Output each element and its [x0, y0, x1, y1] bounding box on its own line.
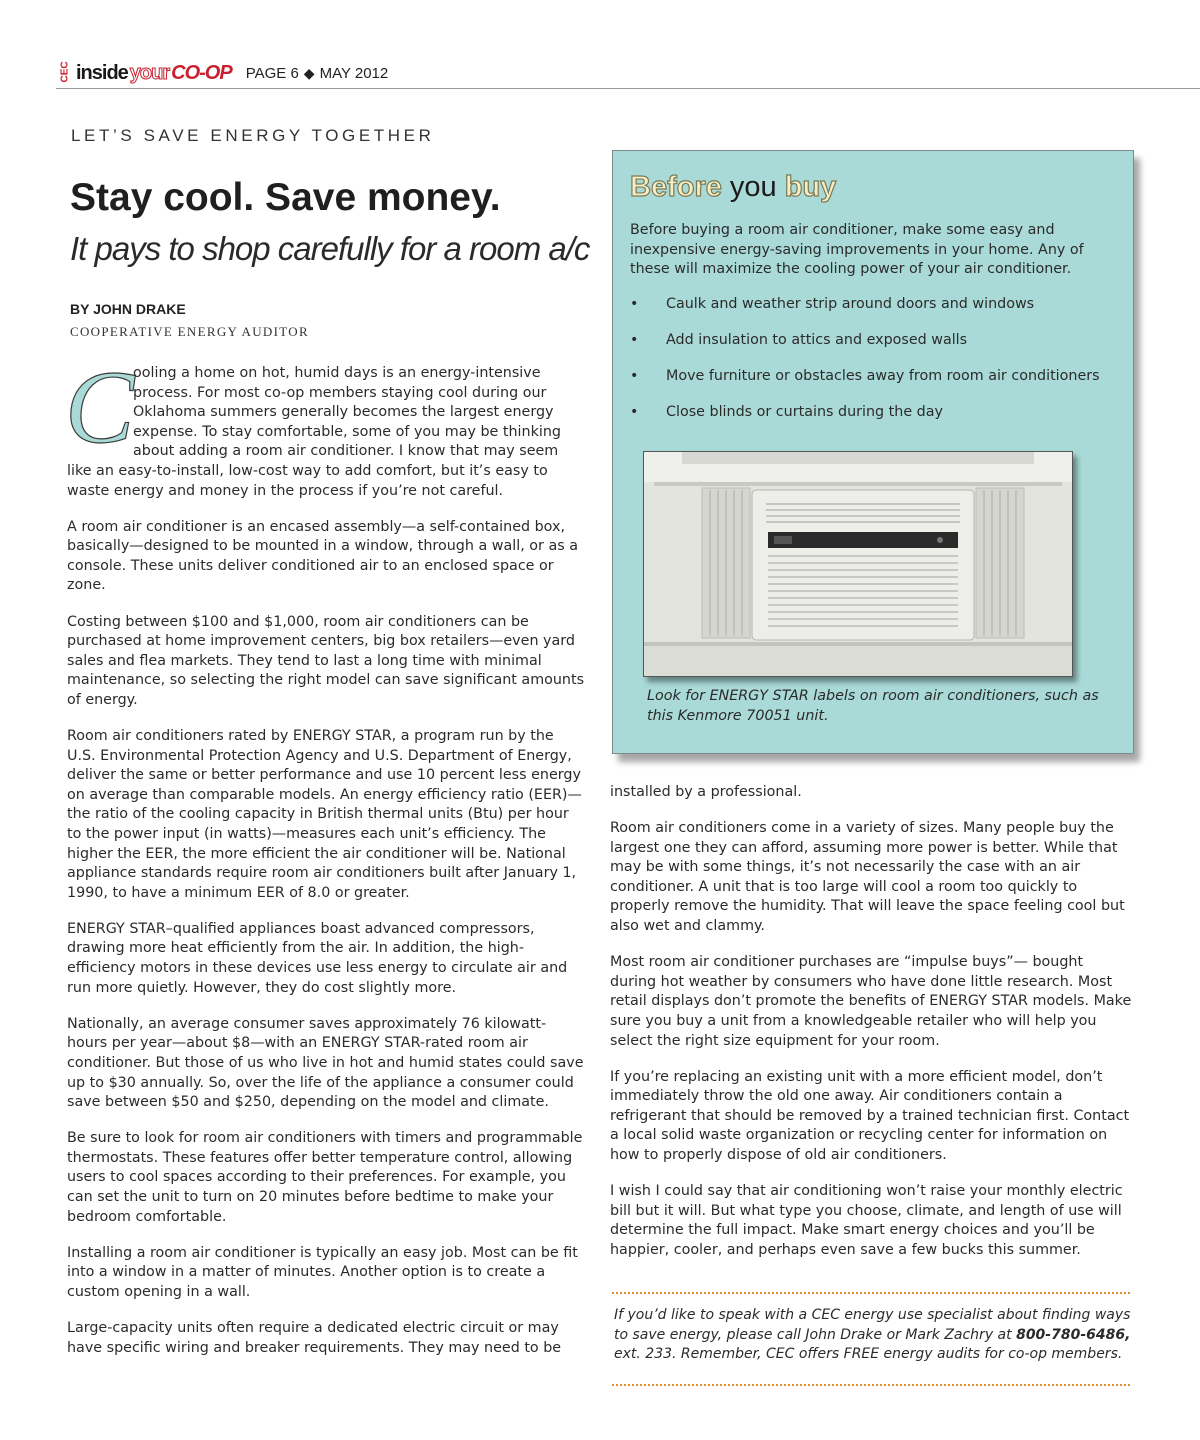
paragraph: I wish I could say that air conditioning won’t raise your monthly electric bill but it will. But what type you choose, climate, and length of use will determine the full impact. Make smart energy choices and you’ll be happier, cooler, and perhaps even save a few bucks this summer.	[610, 1183, 1123, 1258]
dotted-rule-top	[612, 1292, 1130, 1294]
list-item	[630, 403, 1120, 423]
note-text-end: ext. 233. Remember, CEC offers FREE energy audits for co-op members.	[614, 1346, 1123, 1363]
brand-coop: CO-OP	[171, 61, 232, 84]
list-item	[630, 331, 1120, 351]
paragraph: Room air conditioners come in a variety of sizes. Many people buy the largest one they can afford, assuming more power is better. While that may be with some things, it’s not necessarily the case with an air conditioner. A unit that is too large will cool a room too quickly to properly remove the humidity. That will leave the space feeling cool but also wet and clammy.	[610, 820, 1125, 935]
headline: Stay cool. Save money.	[70, 176, 501, 219]
bullet-icon: •	[630, 332, 639, 349]
issue-date: MAY 2012	[319, 64, 389, 82]
paragraph: If you’re replacing an existing unit with a more efficient model, don’t immediately throw the old one away. Air conditioners contain a refrigerant that should be removed by a trained technician first. Contact a local solid waste organization or recycling center for information on how to properly dispose of old air conditioners.	[610, 1068, 1130, 1163]
list-item	[630, 295, 1120, 315]
article-column-left	[65, 350, 585, 1375]
paragraph: A room air conditioner is an encased assembly—a self-contained box, basically—designed to be mounted in a window, through a wall, or as a console. These units deliver conditioned air to an enclosed space or zone.	[67, 518, 578, 594]
masthead	[56, 60, 388, 86]
dotted-rule-bottom	[612, 1384, 1130, 1386]
phone-number[interactable]: 800-780-6486,	[1016, 1326, 1131, 1343]
diamond-icon: ◆	[303, 64, 315, 81]
cec-logo-text: CEC	[59, 60, 71, 82]
kicker: LET’S SAVE ENERGY TOGETHER	[71, 126, 435, 145]
list-item-text: Caulk and weather strip around doors and windows	[666, 296, 1035, 312]
before-you-buy-sidebar	[612, 150, 1134, 754]
paragraph-text: ooling a home on hot, humid days is an energy-intensive process. For most co-op members staying cool during our Oklahoma summers generally becomes the largest energy expense. To stay comfortable, some of you may be thinking about adding a room air conditioner. I know that may seem like an easy-to-install, low-cost way to add comfort, but it’s easy to waste energy and money in the process if you’re not careful.	[67, 365, 561, 499]
sidebar-title-before: Before	[630, 171, 722, 203]
paragraph: Large-capacity units often require a dedicated electric circuit or may have specific wiring and breaker requirements. They may need to be	[67, 1319, 562, 1356]
author-title: COOPERATIVE ENERGY AUDITOR	[70, 324, 309, 339]
note-text: If you’d like to speak with a CEC energy use specialist about finding ways to save energy, please call John Drake or Mark Zachry at	[614, 1307, 1131, 1343]
sidebar-intro: Before buying a room air conditioner, make some easy and inexpensive energy-saving improvements in your home. Any of these will maximize the cooling power of your air conditioner.	[630, 222, 1084, 278]
article-column-right	[610, 783, 1132, 1277]
paragraph: Nationally, an average consumer saves approximately 76 kilowatt-hours per year—about $8—with an ENERGY STAR-rated room air conditioner. But those of us who live in hot and humid states could save up to $30 annually. So, over the life of the appliance a consumer could save between $50 and $250, depending on the model and climate.	[67, 1015, 584, 1111]
paragraph: installed by a professional.	[610, 784, 802, 800]
list-item	[630, 367, 1120, 387]
header-rule	[56, 88, 1200, 89]
brand-your: your	[129, 61, 170, 84]
bullet-icon: •	[630, 368, 639, 385]
paragraph	[65, 350, 585, 501]
paragraph: Room air conditioners rated by ENERGY STAR, a program run by the U.S. Environmental Protection Agency and U.S. Department of Energy, deliver the same or better performance and use 10 percent less energy on average than comparable models. An energy efficiency ratio (EER)—the ratio of the cooling capacity in British thermal units (Btu) per hour to the power input (in watts)—measures each unit’s efficiency. The higher the EER, the more efficient the air conditioner will be. National appliance standards require room air conditioners built after January 1, 1990, to have a minimum EER of 8.0 or greater.	[67, 728, 582, 901]
dropcap-letter: C	[65, 350, 135, 465]
contact-note	[614, 1306, 1134, 1365]
bullet-icon: •	[630, 404, 639, 421]
list-item-text: Move furniture or obstacles away from room air conditioners	[666, 368, 1100, 385]
photo-caption: Look for ENERGY STAR labels on room air conditioners, such as this Kenmore 70051 unit.	[647, 688, 1099, 724]
paragraph: Be sure to look for room air conditioners with timers and programmable thermostats. These features offer better temperature control, allowing users to cool spaces according to their preferences. For example, you can set the unit to turn on 20 minutes before bedtime to make your bedroom comfortable.	[67, 1130, 583, 1225]
list-item-text: Close blinds or curtains during the day	[666, 404, 943, 421]
sidebar-tips-list	[630, 295, 1120, 439]
dropcap	[65, 350, 135, 465]
paragraph: Installing a room air conditioner is typically an easy job. Most can be fit into a window in a matter of minutes. Another option is to create a custom opening in a wall.	[67, 1244, 578, 1300]
sidebar-title-you: you	[729, 171, 777, 203]
paragraph: Costing between $100 and $1,000, room air conditioners can be purchased at home improvement centers, big box retailers—even yard sales and flea markets. They tend to last a long time with minimal maintenance, so selecting the right model can save significant amounts of energy.	[67, 613, 585, 708]
air-conditioner-illustration	[644, 452, 1072, 676]
page-info	[246, 65, 389, 82]
paragraph: ENERGY STAR–qualified appliances boast advanced compressors, drawing more heat efficiently from the air. In addition, the high-efficiency motors in these devices use less energy to circulate air and run more quietly. However, they do cost slightly more.	[67, 920, 568, 996]
air-conditioner-photo	[643, 451, 1073, 677]
bullet-icon: •	[630, 296, 639, 312]
paragraph: Most room air conditioner purchases are “impulse buys”— bought during hot weather by consumers who have done little research. Most retail displays don’t promote the benefits of ENERGY STAR models. Make sure you buy a unit from a knowledgeable retailer who will help you select the right size equipment for your room.	[610, 954, 1132, 1049]
list-item-text: Add insulation to attics and exposed walls	[666, 332, 968, 349]
brand-inside: inside	[76, 61, 128, 84]
subhead: It pays to shop carefully for a room a/c	[70, 230, 590, 267]
byline: BY JOHN DRAKE	[70, 301, 186, 317]
sidebar-title-buy: buy	[784, 171, 837, 203]
page-number: PAGE 6	[245, 64, 299, 82]
sidebar-title	[630, 171, 836, 204]
